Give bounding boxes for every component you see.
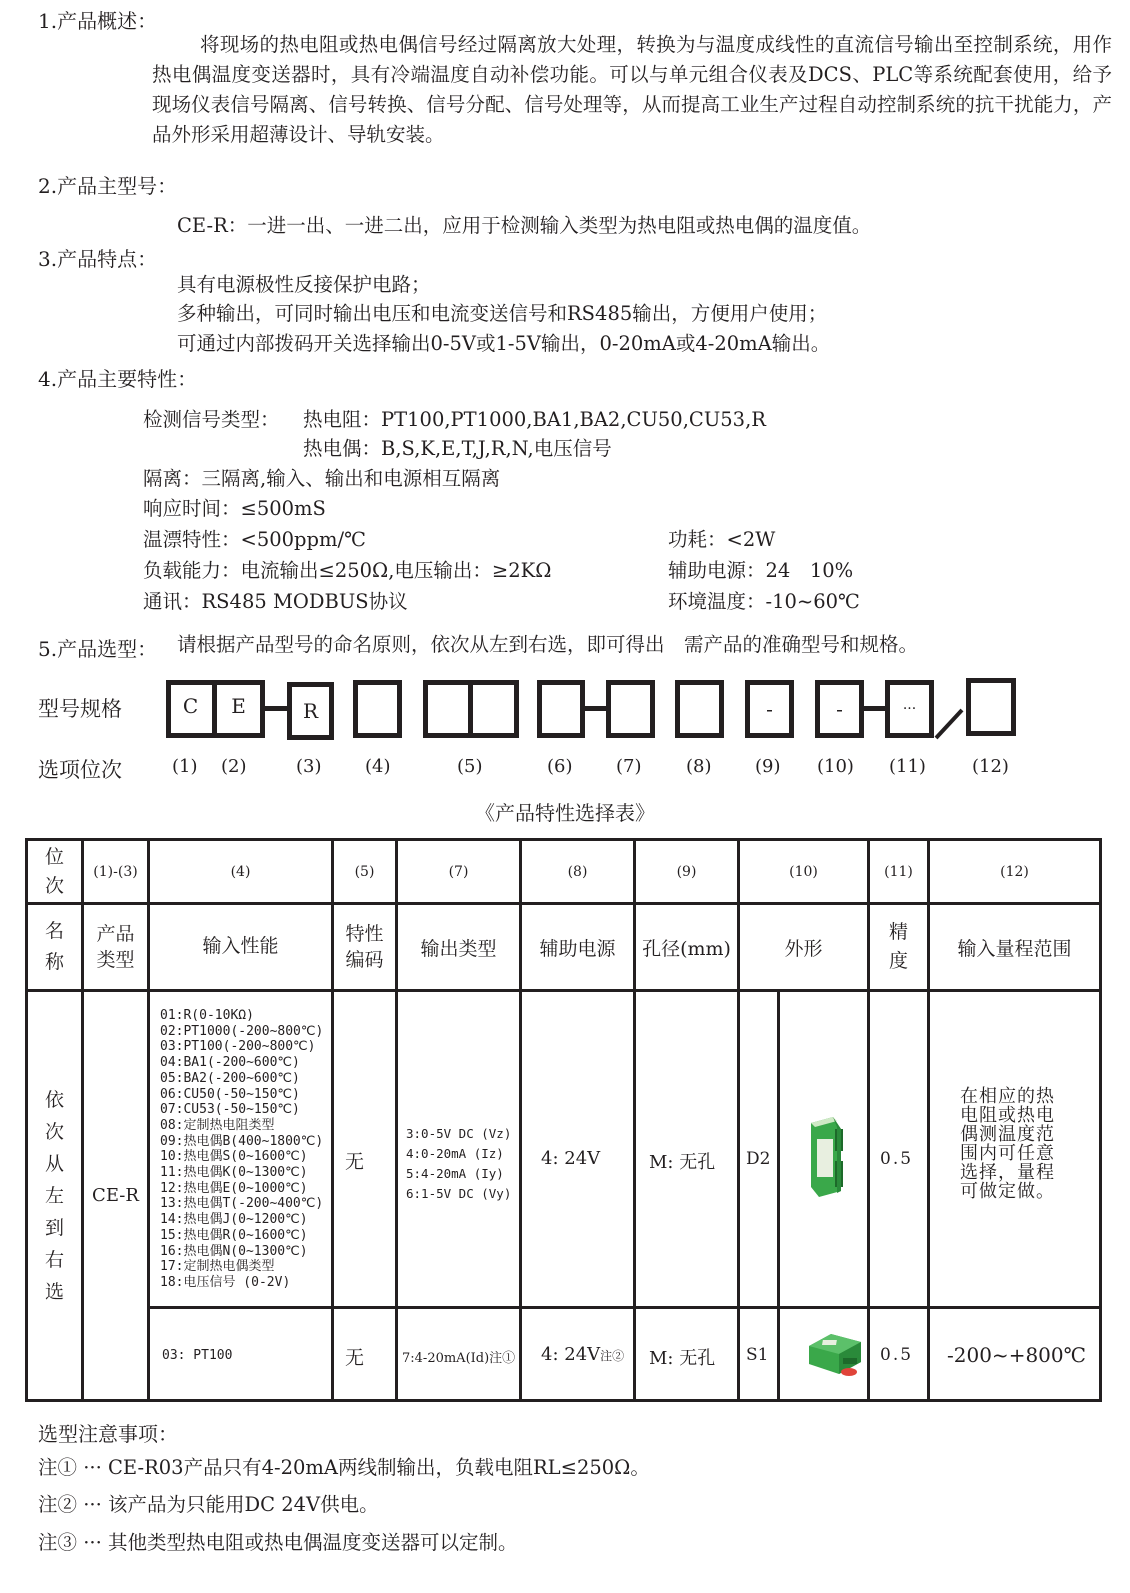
range-line: 在相应的热 — [960, 1086, 1055, 1107]
din-rail-module-image — [805, 1113, 849, 1199]
connector-line — [265, 706, 287, 711]
range-line: 电阻或热电 — [960, 1105, 1055, 1126]
header-output-type: 输出类型 — [420, 937, 497, 960]
model-box-e-text: E — [231, 694, 246, 718]
communication: 通讯：RS485 MODBUS协议 — [143, 590, 408, 613]
input-pt100: 03: PT100 — [162, 1348, 233, 1363]
table-title: 《产品特性选择表》 — [475, 801, 655, 825]
col-pos-10: (10) — [789, 863, 818, 880]
input-option: 04:BA1(-200~600℃) — [160, 1055, 300, 1071]
position-label: (4) — [365, 756, 391, 777]
header-line: 产品 — [96, 923, 135, 945]
col-pos-4: (4) — [230, 863, 251, 880]
input-option: 11:热电偶K(0~1300℃) — [160, 1165, 308, 1181]
ambient-temp: 环境温度：-10~60℃ — [668, 590, 860, 613]
header-product-type — [84, 905, 147, 989]
output-option: 5:4-20mA (Iy) — [406, 1166, 504, 1181]
note-ref: 注② — [600, 1349, 625, 1363]
input-option: 18:电压信号 (0-2V) — [160, 1274, 291, 1290]
response-time: 响应时间：≤500mS — [143, 497, 326, 520]
input-option: 03:PT100(-200~800℃) — [160, 1039, 316, 1055]
label-char: 左 — [44, 1184, 64, 1207]
input-option: 15:热电偶R(0~1600℃) — [160, 1227, 308, 1243]
input-list — [160, 1008, 323, 1291]
row-label-name — [28, 905, 81, 989]
range-value: -200~+800℃ — [947, 1343, 1086, 1367]
rtd-types: 热电阻：PT100,PT1000,BA1,BA2,CU50,CU53,R — [303, 408, 766, 431]
input-option: 16:热电偶N(0~1300℃) — [160, 1243, 308, 1259]
label-char: 次 — [44, 1120, 64, 1143]
select-order-label — [28, 992, 81, 1399]
col-pos-8: (8) — [567, 863, 588, 880]
header-hole: 孔径(mm) — [642, 937, 731, 960]
position-label: (5) — [457, 756, 483, 777]
connector-line — [585, 706, 607, 711]
label-char: 称 — [44, 951, 64, 973]
position-label: (1) — [172, 756, 198, 777]
accuracy-value: 0.5 — [880, 1149, 914, 1169]
col-pos-12: (12) — [1000, 863, 1029, 880]
position-label: (2) — [221, 756, 247, 777]
hole-none: M: 无孔 — [649, 1348, 716, 1369]
table-border — [1099, 838, 1102, 1402]
model-box-11 — [885, 680, 934, 738]
section1-heading: 1.产品概述： — [38, 9, 158, 33]
label-char: 依 — [44, 1088, 64, 1111]
note-item: 注③ ··· 其他类型热电阻或热电偶温度变送器可以定制。 — [38, 1531, 518, 1554]
input-option: 14:热电偶J(0~1200℃) — [160, 1212, 308, 1228]
feature-item: 具有电源极性反接保护电路； — [177, 273, 431, 296]
position-label: (9) — [755, 756, 781, 777]
label-char: 位 — [44, 845, 64, 868]
table-border — [26, 1399, 1102, 1402]
header-line: 类型 — [96, 949, 135, 971]
table-rule — [26, 989, 1102, 992]
model-box-11-text: ··· — [902, 701, 917, 717]
position-label: (10) — [817, 756, 854, 777]
section5-text: 请根据产品型号的命名原则，依次从左到右选，即可得出 需产品的准确型号和规格。 — [177, 633, 919, 656]
model-box-12 — [966, 678, 1016, 736]
aux-power-value: 4: 24V — [541, 1344, 601, 1365]
section2-heading: 2.产品主型号： — [38, 174, 178, 198]
aux-power: 辅助电源：24 10% — [668, 559, 854, 582]
position-label: (6) — [547, 756, 573, 777]
model-box-10-text: - — [836, 697, 843, 721]
notes-heading: 选型注意事项： — [38, 1422, 178, 1446]
option-position-label: 选项位次 — [38, 758, 122, 782]
range-line: 可做定做。 — [960, 1181, 1055, 1202]
col-pos-11: (11) — [884, 863, 913, 880]
input-option: 08:定制热电阻类型 — [160, 1117, 275, 1133]
range-line: 选择，量程 — [960, 1162, 1055, 1183]
header-aux-power: 辅助电源 — [539, 937, 616, 960]
model-box-10 — [815, 680, 864, 738]
label-char: 到 — [44, 1216, 64, 1239]
feature-item: 可通过内部拨码开关选择输出0-5V或1-5V输出，0-20mA或4-20mA输出。 — [177, 332, 831, 355]
input-option: 09:热电偶B(400~1800℃) — [160, 1133, 324, 1149]
model-box-9 — [745, 680, 794, 738]
header-line: 精 — [888, 921, 908, 943]
model-spec-label: 型号规格 — [38, 697, 122, 721]
section4-heading: 4.产品主要特性： — [38, 367, 198, 391]
feature-item: 多种输出，可同时输出电压和电流变送信号和RS485输出，方便用户使用； — [177, 302, 828, 325]
col-pos-1-3: (1)-(3) — [93, 863, 138, 880]
col-pos-5: (5) — [354, 863, 375, 880]
aux-power-24v — [541, 1344, 624, 1365]
input-option: 17:定制热电偶类型 — [160, 1259, 275, 1275]
col-pos-7: (7) — [448, 863, 469, 880]
box-module-image — [805, 1328, 865, 1378]
input-option: 06:CU50(-50~150℃) — [160, 1086, 300, 1102]
feature-code-none: 无 — [345, 1151, 365, 1173]
model-box-c-text: C — [182, 694, 199, 718]
range-description — [960, 1087, 1055, 1201]
header-line: 特性 — [345, 923, 384, 945]
box-divider — [468, 680, 473, 738]
output-option: 4:0-20mA (Iz) — [406, 1146, 504, 1161]
header-input: 输入性能 — [202, 934, 279, 957]
table-rule — [148, 1306, 1102, 1309]
header-range: 输入量程范围 — [957, 937, 1072, 960]
header-feature-code — [334, 905, 395, 989]
model-box-r-text: R — [302, 699, 319, 723]
connector-line — [864, 706, 886, 711]
section1-paragraph: 将现场的热电阻或热电偶信号经过隔离放大处理，转换为与温度成线性的直流信号输出至控制系统，用作热电偶温度变送器时，具有冷端温度自动补偿功能。可以与单元组合仪表及DCS、PLC等系统配套使用，给予现场仪表信号隔离、信号转换、信号分配、信号处理等，从而提高工业生产过程自动控制系统的抗干扰能力，产品外形采用超薄设计、导轨安装。 — [152, 33, 1112, 146]
tc-types: 热电偶：B,S,K,E,T,J,R,N,电压信号 — [303, 437, 612, 460]
model-box-r — [287, 682, 334, 740]
input-option: 13:热电偶T(-200~400℃) — [160, 1196, 324, 1212]
header-shape: 外形 — [784, 937, 823, 960]
label-char: 右 — [44, 1248, 64, 1271]
label-char: 次 — [44, 874, 64, 897]
model-box-8 — [675, 680, 724, 738]
model-box-4 — [353, 680, 402, 738]
output-option: 3:0-5V DC (Vz) — [406, 1126, 512, 1141]
label-char: 名 — [44, 920, 64, 942]
product-ce-r: CE-R — [92, 1185, 139, 1206]
input-option: 10:热电偶S(0~1600℃) — [160, 1149, 308, 1165]
input-option: 07:CU53(-50~150℃) — [160, 1102, 300, 1118]
table-rule — [777, 990, 780, 1402]
col-pos-9: (9) — [676, 863, 697, 880]
section3-heading: 3.产品特点： — [38, 247, 158, 271]
output-4-20ma-id: 7:4-20mA(Id)注① — [402, 1351, 516, 1366]
note-item: 注① ··· CE-R03产品只有4-20mA两线制输出，负载电阻RL≤250Ω。 — [38, 1456, 650, 1479]
header-line: 度 — [888, 950, 908, 972]
feature-code-none: 无 — [345, 1347, 365, 1369]
slash-separator — [932, 706, 968, 742]
input-option: 02:PT1000(-200~800℃) — [160, 1023, 324, 1039]
aux-power-24v: 4: 24V — [541, 1148, 601, 1169]
position-label: (8) — [686, 756, 712, 777]
power-consumption: 功耗：<2W — [668, 528, 776, 551]
model-box-6 — [537, 680, 585, 738]
load-capacity: 负载能力：电流输出≤250Ω,电压输出：≥2KΩ — [143, 559, 552, 582]
hole-none: M: 无孔 — [649, 1152, 716, 1173]
shape-code-d2: D2 — [746, 1149, 771, 1169]
range-line: 偶测温度范 — [960, 1124, 1055, 1145]
shape-code-s1: S1 — [746, 1345, 769, 1365]
accuracy-value: 0.5 — [880, 1345, 914, 1365]
input-option: 12:热电偶E(0~1000℃) — [160, 1180, 308, 1196]
position-label: (12) — [972, 756, 1009, 777]
header-accuracy — [870, 905, 927, 989]
input-option: 01:R(0-10KΩ) — [160, 1008, 254, 1023]
output-list — [406, 1124, 511, 1204]
header-line: 编码 — [345, 949, 384, 971]
output-option: 6:1-5V DC (Vy) — [406, 1186, 512, 1201]
row-label-position — [28, 841, 81, 902]
temp-drift: 温漂特性：<500ppm/℃ — [143, 528, 366, 551]
position-label: (3) — [296, 756, 322, 777]
note-item: 注② ··· 该产品为只能用DC 24V供电。 — [38, 1493, 379, 1516]
position-label: (7) — [616, 756, 642, 777]
signal-type-label: 检测信号类型： — [143, 408, 280, 431]
range-line: 围内可任意 — [960, 1143, 1055, 1164]
section5-heading: 5.产品选型： — [38, 637, 158, 661]
input-option: 05:BA2(-200~600℃) — [160, 1070, 300, 1086]
model-box-7 — [606, 680, 655, 738]
label-char: 选 — [44, 1280, 64, 1303]
label-char: 从 — [44, 1152, 64, 1175]
model-box-9-text: - — [766, 697, 773, 721]
position-label: (11) — [889, 756, 926, 777]
isolation: 隔离：三隔离,输入、输出和电源相互隔离 — [143, 467, 501, 490]
section2-line: CE-R：一进一出、一进二出，应用于检测输入类型为热电阻或热电偶的温度值。 — [177, 214, 872, 237]
